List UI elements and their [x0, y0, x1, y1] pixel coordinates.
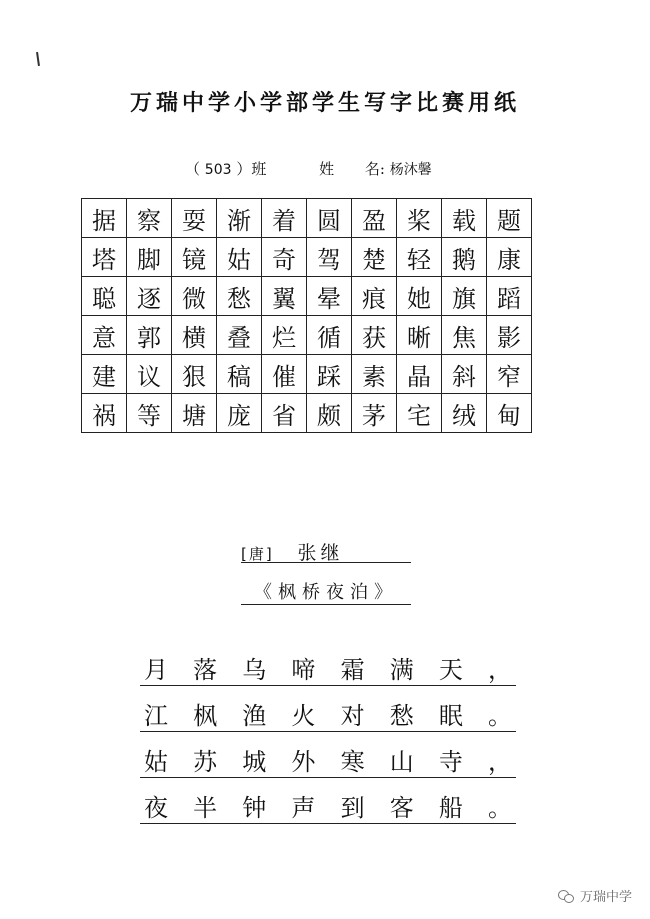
grid-cell: 塘: [172, 394, 217, 433]
grid-cell: 焦: [442, 316, 487, 355]
surname-label: 姓: [319, 160, 335, 178]
poem-char: 船: [438, 794, 463, 822]
grid-cell: 郭: [127, 316, 172, 355]
watermark-text: 万瑞中学: [579, 890, 632, 905]
poem-verse: [140, 654, 516, 686]
poem-char: 对: [340, 702, 365, 730]
stray-pen-mark: [36, 52, 40, 66]
grid-row: [82, 355, 532, 394]
poem-char: 枫: [193, 702, 218, 730]
grid-cell: 获: [352, 316, 397, 355]
grid-cell: 耍: [172, 199, 217, 238]
grid-cell: 逐: [127, 277, 172, 316]
poem-char: 夜: [144, 794, 168, 822]
poem-char: 半: [193, 794, 218, 822]
poem-char: 满: [389, 656, 414, 684]
grid-cell: 叠: [217, 316, 262, 355]
grid-cell: 她: [397, 277, 442, 316]
grid-row: [82, 277, 532, 316]
poem-char: 姑: [144, 748, 168, 776]
grid-cell: 议: [127, 355, 172, 394]
grid-cell: 素: [352, 355, 397, 394]
grid-cell: 愁: [217, 277, 262, 316]
grid-cell: 渐: [217, 199, 262, 238]
grid-cell: 察: [127, 199, 172, 238]
grid-cell: 横: [172, 316, 217, 355]
poem-char: ，: [487, 656, 512, 684]
grid-cell: 痕: [352, 277, 397, 316]
grid-cell: 颇: [307, 394, 352, 433]
class-value: 503: [204, 162, 232, 178]
poem-char: 天: [438, 656, 463, 684]
poem-char: 愁: [389, 702, 414, 730]
poem-verse: [140, 746, 516, 778]
watermark: [558, 886, 632, 905]
grid-cell: 循: [307, 316, 352, 355]
poem-char: 渔: [242, 702, 267, 730]
student-info: [185, 158, 432, 179]
poem-char: 眠: [438, 702, 463, 730]
poem-char: 寺: [438, 748, 463, 776]
grid-cell: 聪: [82, 277, 127, 316]
grid-cell: 催: [262, 355, 307, 394]
grid-cell: 轻: [397, 238, 442, 277]
name-value: 杨沐馨: [389, 162, 432, 178]
grid-cell: 鹅: [442, 238, 487, 277]
grid-row: [82, 316, 532, 355]
character-grid: [81, 198, 532, 433]
grid-cell: 据: [82, 199, 127, 238]
grid-cell: 绒: [442, 394, 487, 433]
poem-char: 外: [291, 748, 316, 776]
poem-char: 到: [340, 794, 365, 822]
grid-cell: 圆: [307, 199, 352, 238]
grid-row: [82, 394, 532, 433]
grid-cell: 奇: [262, 238, 307, 277]
poem-char: 声: [291, 794, 316, 822]
poem-char: 霜: [340, 656, 365, 684]
grid-cell: 晶: [397, 355, 442, 394]
poem-char: 乌: [242, 656, 267, 684]
poem-verse: [140, 792, 516, 824]
grid-cell: 斜: [442, 355, 487, 394]
poem-char: 寒: [340, 748, 365, 776]
poem-verse: [140, 700, 516, 732]
grid-cell: 楚: [352, 238, 397, 277]
poem-char: 月: [144, 656, 168, 684]
page-title: 万瑞中学小学部学生写字比赛用纸: [129, 90, 520, 116]
grid-cell: 建: [82, 355, 127, 394]
grid-cell: 塔: [82, 238, 127, 277]
grid-cell: 着: [262, 199, 307, 238]
grid-cell: 踩: [307, 355, 352, 394]
poem-title: 《枫桥夜泊》: [241, 578, 411, 605]
grid-cell: 姑: [217, 238, 262, 277]
poem-char: 城: [242, 748, 267, 776]
grid-cell: 镜: [172, 238, 217, 277]
grid-cell: 烂: [262, 316, 307, 355]
name-label: 名:: [364, 160, 385, 178]
poem-char: 。: [487, 702, 512, 730]
poem-char: 江: [144, 702, 168, 730]
grid-cell: 驾: [307, 238, 352, 277]
grid-cell: 影: [487, 316, 532, 355]
grid-cell: 旗: [442, 277, 487, 316]
grid-cell: 翼: [262, 277, 307, 316]
poem-char: 啼: [291, 656, 316, 684]
class-field: [185, 158, 266, 179]
poem-char: 客: [389, 794, 414, 822]
poem-author: 张继: [297, 542, 344, 564]
grid-cell: 桨: [397, 199, 442, 238]
grid-cell: 脚: [127, 238, 172, 277]
grid-cell: 意: [82, 316, 127, 355]
grid-cell: 茅: [352, 394, 397, 433]
poem-char: 山: [389, 748, 414, 776]
grid-cell: 载: [442, 199, 487, 238]
grid-cell: 宅: [397, 394, 442, 433]
poem-char: ，: [487, 748, 512, 776]
grid-cell: 省: [262, 394, 307, 433]
grid-cell: 等: [127, 394, 172, 433]
grid-cell: 祸: [82, 394, 127, 433]
grid-cell: 甸: [487, 394, 532, 433]
grid-cell: 题: [487, 199, 532, 238]
class-close: ）班: [236, 160, 267, 178]
poem-dynasty: [唐]: [241, 545, 274, 563]
grid-cell: 康: [487, 238, 532, 277]
grid-cell: 窄: [487, 355, 532, 394]
grid-cell: 狠: [172, 355, 217, 394]
class-open: （: [185, 160, 201, 178]
grid-cell: 晰: [397, 316, 442, 355]
grid-cell: 庞: [217, 394, 262, 433]
grid-cell: 蹈: [487, 277, 532, 316]
grid-cell: 微: [172, 277, 217, 316]
poem-byline: [241, 538, 411, 563]
poem-char: 。: [487, 794, 512, 822]
grid-cell: 晕: [307, 277, 352, 316]
wechat-icon: [558, 889, 574, 903]
grid-row: [82, 199, 532, 238]
poem-char: 钟: [242, 794, 267, 822]
grid-cell: 盈: [352, 199, 397, 238]
poem-char: 落: [193, 656, 218, 684]
grid-row: [82, 238, 532, 277]
poem-char: 火: [291, 702, 316, 730]
grid-cell: 稿: [217, 355, 262, 394]
poem-char: 苏: [193, 748, 218, 776]
